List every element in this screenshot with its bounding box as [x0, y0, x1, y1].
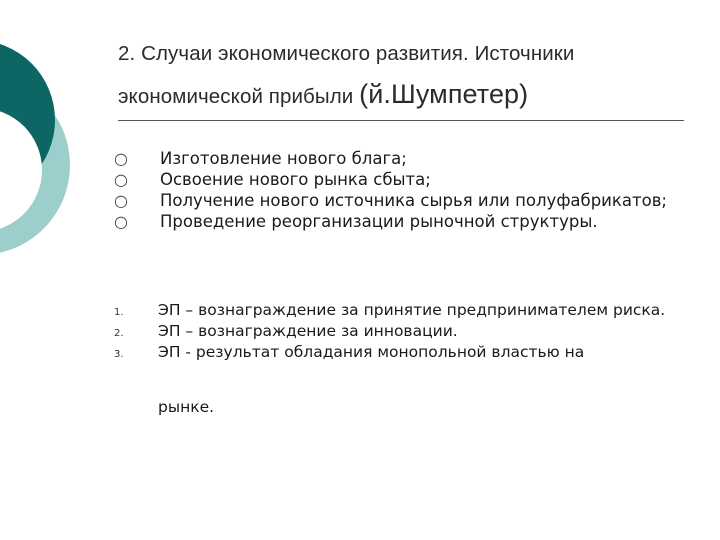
list-item-text: Получение нового источника сырья или полуфабрикатов;: [160, 191, 667, 210]
list-item-text: ЭП – вознаграждение за инновации.: [158, 322, 458, 340]
list-item: [110, 300, 665, 321]
title-line-1: 2. Случаи экономического развития. Источники: [118, 42, 575, 65]
list-item: [110, 321, 665, 342]
list-item-text: Проведение реорганизации рыночной структуры.: [160, 212, 598, 231]
title-line-2-big: (й.Шумпетер): [359, 79, 529, 109]
bullet-circle-icon: ○: [114, 149, 128, 168]
bullet-circle-icon: ○: [114, 191, 128, 210]
list-number: 3.: [114, 349, 124, 360]
list-item: [110, 169, 667, 190]
decorative-circles: [0, 0, 120, 300]
list-item: [110, 211, 667, 232]
list-item-text: ЭП – вознаграждение за принятие предпринимателем риска.: [158, 301, 666, 319]
numbered-item-continuation: рынке.: [158, 398, 215, 416]
list-item-text: ЭП - результат обладания монопольной властью на: [158, 343, 585, 361]
list-item: [110, 342, 665, 363]
list-item: [110, 148, 667, 169]
list-item-text: Изготовление нового блага;: [160, 149, 407, 168]
list-item: [110, 190, 667, 211]
bullet-circle-icon: ○: [114, 212, 128, 231]
bullet-list: [110, 148, 667, 232]
title-line-2: [118, 74, 698, 117]
list-number: 2.: [114, 328, 124, 339]
list-item-text: Освоение нового рынка сбыта;: [160, 170, 431, 189]
title-line-2-main: экономической прибыли: [118, 85, 354, 108]
slide-title: [118, 34, 698, 117]
list-number: 1.: [114, 307, 124, 318]
numbered-list: [110, 300, 665, 363]
title-divider: [118, 120, 684, 121]
bullet-circle-icon: ○: [114, 170, 128, 189]
